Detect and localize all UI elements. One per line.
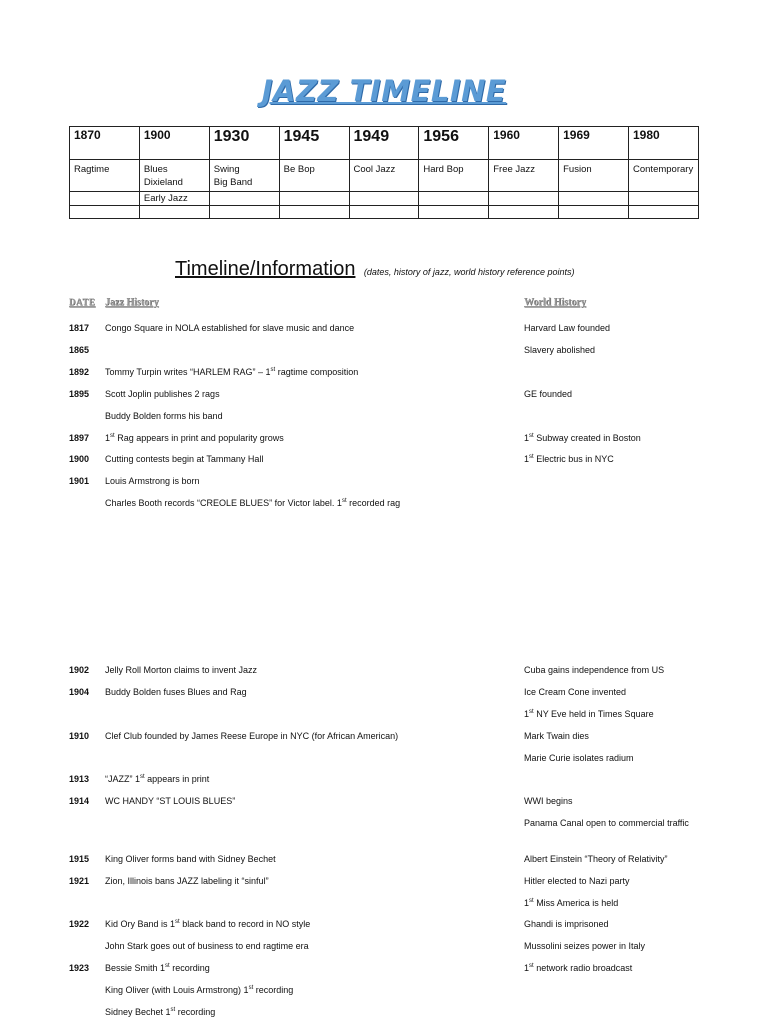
timeline-entry bbox=[0, 365, 768, 379]
year-cell: 1870 bbox=[70, 127, 140, 160]
entry-year: 1910 bbox=[69, 731, 90, 741]
entry-year: 1915 bbox=[69, 854, 90, 864]
era-cell: Blues Dixieland bbox=[139, 160, 209, 192]
era-cell: Be Bop bbox=[279, 160, 349, 192]
year-cell: 1945 bbox=[279, 127, 349, 160]
timeline-entry bbox=[0, 794, 768, 808]
empty-cell bbox=[419, 206, 489, 219]
era-extra-cell bbox=[489, 192, 559, 206]
entry-world-event: Panama Canal open to commercial traffic bbox=[524, 818, 689, 828]
entry-world-event: Cuba gains independence from US bbox=[524, 665, 665, 675]
timeline-entry bbox=[0, 663, 768, 677]
entry-jazz-event: Buddy Bolden fuses Blues and Rag bbox=[105, 687, 247, 697]
entry-year: 1892 bbox=[69, 367, 90, 377]
world-history-header: World History bbox=[524, 297, 586, 308]
timeline-entry bbox=[0, 452, 768, 466]
era-cell: Swing Big Band bbox=[209, 160, 279, 192]
timeline-entry bbox=[0, 751, 768, 765]
timeline-entry bbox=[0, 983, 768, 997]
timeline-entry bbox=[0, 852, 768, 866]
eras-row bbox=[70, 160, 699, 192]
year-cell: 1960 bbox=[489, 127, 559, 160]
timeline-entry bbox=[0, 917, 768, 931]
entry-world-event: 1st Subway created in Boston bbox=[524, 433, 641, 443]
entry-jazz-event: Congo Square in NOLA established for slave music and dance bbox=[105, 323, 355, 333]
era-cell: Fusion bbox=[559, 160, 629, 192]
entry-world-event: Albert Einstein “Theory of Relativity” bbox=[524, 854, 668, 864]
era-cell: Ragtime bbox=[70, 160, 140, 192]
era-cell: Cool Jazz bbox=[349, 160, 419, 192]
timeline-entry bbox=[0, 387, 768, 401]
entry-world-event: Marie Curie isolates radium bbox=[524, 753, 634, 763]
empty-cell bbox=[629, 206, 699, 219]
years-row bbox=[70, 127, 699, 160]
entry-year: 1897 bbox=[69, 433, 90, 443]
timeline-entry bbox=[0, 939, 768, 953]
entry-jazz-event: Kid Ory Band is 1st black band to record in NO style bbox=[105, 919, 311, 929]
timeline-entry bbox=[0, 431, 768, 445]
era-timeline-table bbox=[69, 126, 699, 219]
timeline-entry bbox=[0, 874, 768, 888]
empty-cell bbox=[279, 206, 349, 219]
year-cell: 1930 bbox=[209, 127, 279, 160]
entry-year: 1922 bbox=[69, 919, 90, 929]
entry-jazz-event: Bessie Smith 1st recording bbox=[105, 963, 210, 973]
entry-jazz-event: Clef Club founded by James Reese Europe in NYC (for African American) bbox=[105, 731, 399, 741]
timeline-entry bbox=[0, 961, 768, 975]
entry-jazz-event: Zion, Illinois bans JAZZ labeling it “sinful” bbox=[105, 876, 269, 886]
era-extra-cell bbox=[70, 192, 140, 206]
entry-jazz-event: King Oliver (with Louis Armstrong) 1st recording bbox=[105, 985, 294, 995]
entry-jazz-event: Scott Joplin publishes 2 rags bbox=[105, 389, 220, 399]
entry-world-event: 1st network radio broadcast bbox=[524, 963, 633, 973]
page-title: JAZZ TIMELINE bbox=[261, 74, 507, 108]
year-cell: 1969 bbox=[559, 127, 629, 160]
timeline-entry bbox=[0, 409, 768, 423]
era-cell: Contemporary bbox=[629, 160, 699, 192]
section-note: (dates, history of jazz, world history reference points) bbox=[363, 267, 575, 277]
era-extra-row bbox=[70, 192, 699, 206]
entry-year: 1904 bbox=[69, 687, 90, 697]
entry-jazz-event: Jelly Roll Morton claims to invent Jazz bbox=[105, 665, 258, 675]
entry-jazz-event: “JAZZ” 1st appears in print bbox=[105, 774, 210, 784]
entry-world-event: Ghandi is imprisoned bbox=[524, 919, 609, 929]
entry-year: 1817 bbox=[69, 323, 90, 333]
entry-year: 1921 bbox=[69, 876, 90, 886]
entry-jazz-event: Louis Armstrong is born bbox=[105, 476, 200, 486]
entry-world-event: WWI begins bbox=[524, 796, 573, 806]
entry-world-event: 1st NY Eve held in Times Square bbox=[524, 709, 654, 719]
empty-row bbox=[70, 206, 699, 219]
era-cell: Hard Bop bbox=[419, 160, 489, 192]
section-heading bbox=[175, 258, 575, 281]
timeline-entry bbox=[0, 343, 768, 357]
empty-cell bbox=[209, 206, 279, 219]
timeline-entry bbox=[0, 1005, 768, 1019]
entry-year: 1865 bbox=[69, 345, 90, 355]
era-extra-cell bbox=[419, 192, 489, 206]
era-extra-cell bbox=[209, 192, 279, 206]
entry-year: 1923 bbox=[69, 963, 90, 973]
empty-cell bbox=[70, 206, 140, 219]
entry-jazz-event: John Stark goes out of business to end ragtime era bbox=[105, 941, 309, 951]
era-extra-cell bbox=[629, 192, 699, 206]
timeline-entry bbox=[0, 474, 768, 488]
entry-jazz-event: WC HANDY “ST LOUIS BLUES” bbox=[105, 796, 236, 806]
entry-world-event: Mark Twain dies bbox=[524, 731, 589, 741]
timeline-entry bbox=[0, 816, 768, 830]
year-cell: 1900 bbox=[139, 127, 209, 160]
entry-year: 1901 bbox=[69, 476, 90, 486]
era-cell: Free Jazz bbox=[489, 160, 559, 192]
entry-year: 1900 bbox=[69, 454, 90, 464]
empty-cell bbox=[349, 206, 419, 219]
empty-cell bbox=[489, 206, 559, 219]
timeline-entry bbox=[0, 772, 768, 786]
era-extra-cell bbox=[279, 192, 349, 206]
entry-world-event: Hitler elected to Nazi party bbox=[524, 876, 630, 886]
entry-year: 1913 bbox=[69, 774, 90, 784]
entry-jazz-event: King Oliver forms band with Sidney Bechet bbox=[105, 854, 276, 864]
date-column-header: DATE bbox=[69, 297, 96, 307]
entry-year: 1902 bbox=[69, 665, 90, 675]
entry-year: 1895 bbox=[69, 389, 90, 399]
entry-jazz-event: Charles Booth records “CREOLE BLUES” for Victor label. 1st recorded rag bbox=[105, 498, 401, 508]
entry-world-event: Ice Cream Cone invented bbox=[524, 687, 627, 697]
timeline-entry bbox=[0, 729, 768, 743]
entry-world-event: Mussolini seizes power in Italy bbox=[524, 941, 646, 951]
year-cell: 1980 bbox=[629, 127, 699, 160]
jazz-history-header: Jazz History bbox=[105, 297, 159, 308]
timeline-entry bbox=[0, 896, 768, 910]
entry-jazz-event: Cutting contests begin at Tammany Hall bbox=[105, 454, 264, 464]
timeline-entry bbox=[0, 321, 768, 335]
timeline-entry bbox=[0, 496, 768, 510]
entry-world-event: GE founded bbox=[524, 389, 573, 399]
section-title: Timeline/Information bbox=[175, 258, 356, 280]
entry-world-event: Slavery abolished bbox=[524, 345, 596, 355]
entry-jazz-event: 1st Rag appears in print and popularity grows bbox=[105, 433, 284, 443]
empty-cell bbox=[139, 206, 209, 219]
era-extra-cell bbox=[559, 192, 629, 206]
entry-world-event: 1st Miss America is held bbox=[524, 898, 619, 908]
entry-world-event: 1st Electric bus in NYC bbox=[524, 454, 614, 464]
year-cell: 1956 bbox=[419, 127, 489, 160]
timeline-entry bbox=[0, 685, 768, 699]
entry-jazz-event: Sidney Bechet 1st recording bbox=[105, 1007, 216, 1017]
entry-year: 1914 bbox=[69, 796, 90, 806]
entry-world-event: Harvard Law founded bbox=[524, 323, 611, 333]
timeline-entry bbox=[0, 707, 768, 721]
entry-jazz-event: Buddy Bolden forms his band bbox=[105, 411, 223, 421]
empty-cell bbox=[559, 206, 629, 219]
era-extra-cell: Early Jazz bbox=[139, 192, 209, 206]
year-cell: 1949 bbox=[349, 127, 419, 160]
entry-jazz-event: Tommy Turpin writes “HARLEM RAG” – 1st ragtime composition bbox=[105, 367, 359, 377]
era-extra-cell bbox=[349, 192, 419, 206]
